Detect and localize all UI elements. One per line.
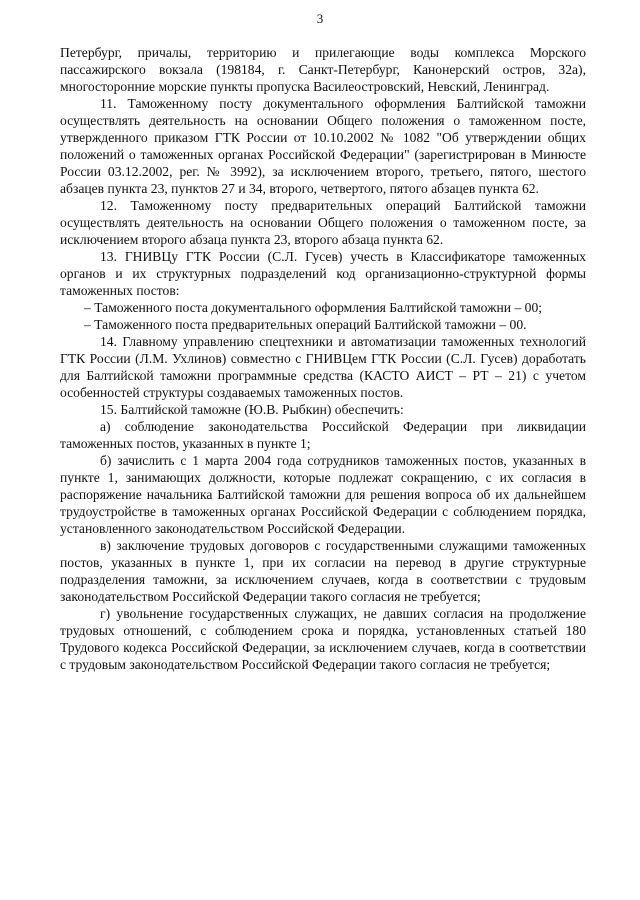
paragraph-item-13: 13. ГНИВЦу ГТК России (С.Л. Гусев) учесть в Классификаторе таможенных органов и их структурных подразделений код организационно-структурной формы таможенных постов: [60, 249, 586, 298]
document-body [60, 44, 586, 673]
subitem-a: а) соблюдение законодательства Российской Федерации при ликвидации таможенных постов, указанных в пункте 1; [60, 419, 586, 451]
subitem-v: в) заключение трудовых договоров с государственными служащими таможенных постов, указанных в пункте 1, при их согласии на перевод в другие структурные подразделения таможни, за исключением случаев, когда в соответствии с трудовым законодательством Российской Федерации такого согласия не требуется; [60, 538, 586, 604]
paragraph-item-15: 15. Балтийской таможне (Ю.В. Рыбкин) обеспечить: [100, 402, 404, 417]
page-number: 3 [316, 11, 324, 26]
paragraph-item-12: 12. Таможенному посту предварительных операций Балтийской таможни осуществлять деятельность на основании Общего положения о таможенном посте, за исключением второго абзаца пункта 23, второго абзаца пункта 62. [60, 198, 586, 247]
paragraph-item-14: 14. Главному управлению спецтехники и автоматизации таможенных технологий ГТК России (Л.М. Ухлинов) совместно с ГНИВЦем ГТК России (С.Л. Гусев) доработать для Балтийской таможни программные средства (КАСТО АИСТ – РТ – 21) с учетом особенностей структуры создаваемых таможенных постов. [60, 334, 586, 400]
paragraph-item-11: 11. Таможенному посту документального оформления Балтийской таможни осуществлять деятельность на основании Общего положения о таможенном посте, утвержденного приказом ГТК России от 10.10.2002 № 1082 "Об утверждении общих положений о таможенных органах Российской Федерации" (зарегистрирован в Минюсте России 03.12.2002, рег. № 3992), за исключением второго, третьего, пятого, шестого абзацев пункта 23, пунктов 27 и 34, второго, четвертого, пятого абзацев пункта 62. [60, 96, 586, 196]
dash-item-customs-post-documentation: – Таможенного поста документального оформления Балтийской таможни – 00; [84, 300, 543, 315]
subitem-b: б) зачислить с 1 марта 2004 года сотрудников таможенных постов, указанных в пункте 1, занимающих должности, которые подлежат сокращению, с их согласия в распоряжение начальника Балтийской таможни для решения вопроса об их дальнейшем трудоустройстве в таможенных органах Российской Федерации с соблюдением порядка, установленного законодательством Российской Федерации. [60, 453, 586, 536]
subitem-g: г) увольнение государственных служащих, не давших согласия на продолжение трудовых отношений, с соблюдением срока и порядка, установленных статьей 180 Трудового кодекса Российской Федерации, за исключением случаев, когда в соответствии с трудовым законодательством Российской Федерации такого согласия не требуется; [60, 606, 586, 672]
dash-item-customs-post-preliminary: – Таможенного поста предварительных операций Балтийской таможни – 00. [84, 317, 527, 332]
paragraph-continuation: Петербург, причалы, территорию и прилегающие воды комплекса Морского пассажирского вокзала (198184, г. Санкт-Петербург, Канонерский остров, 32а), многосторонние морские пункты пропуска Василеостровский, Невский, Ленинград. [60, 45, 586, 94]
